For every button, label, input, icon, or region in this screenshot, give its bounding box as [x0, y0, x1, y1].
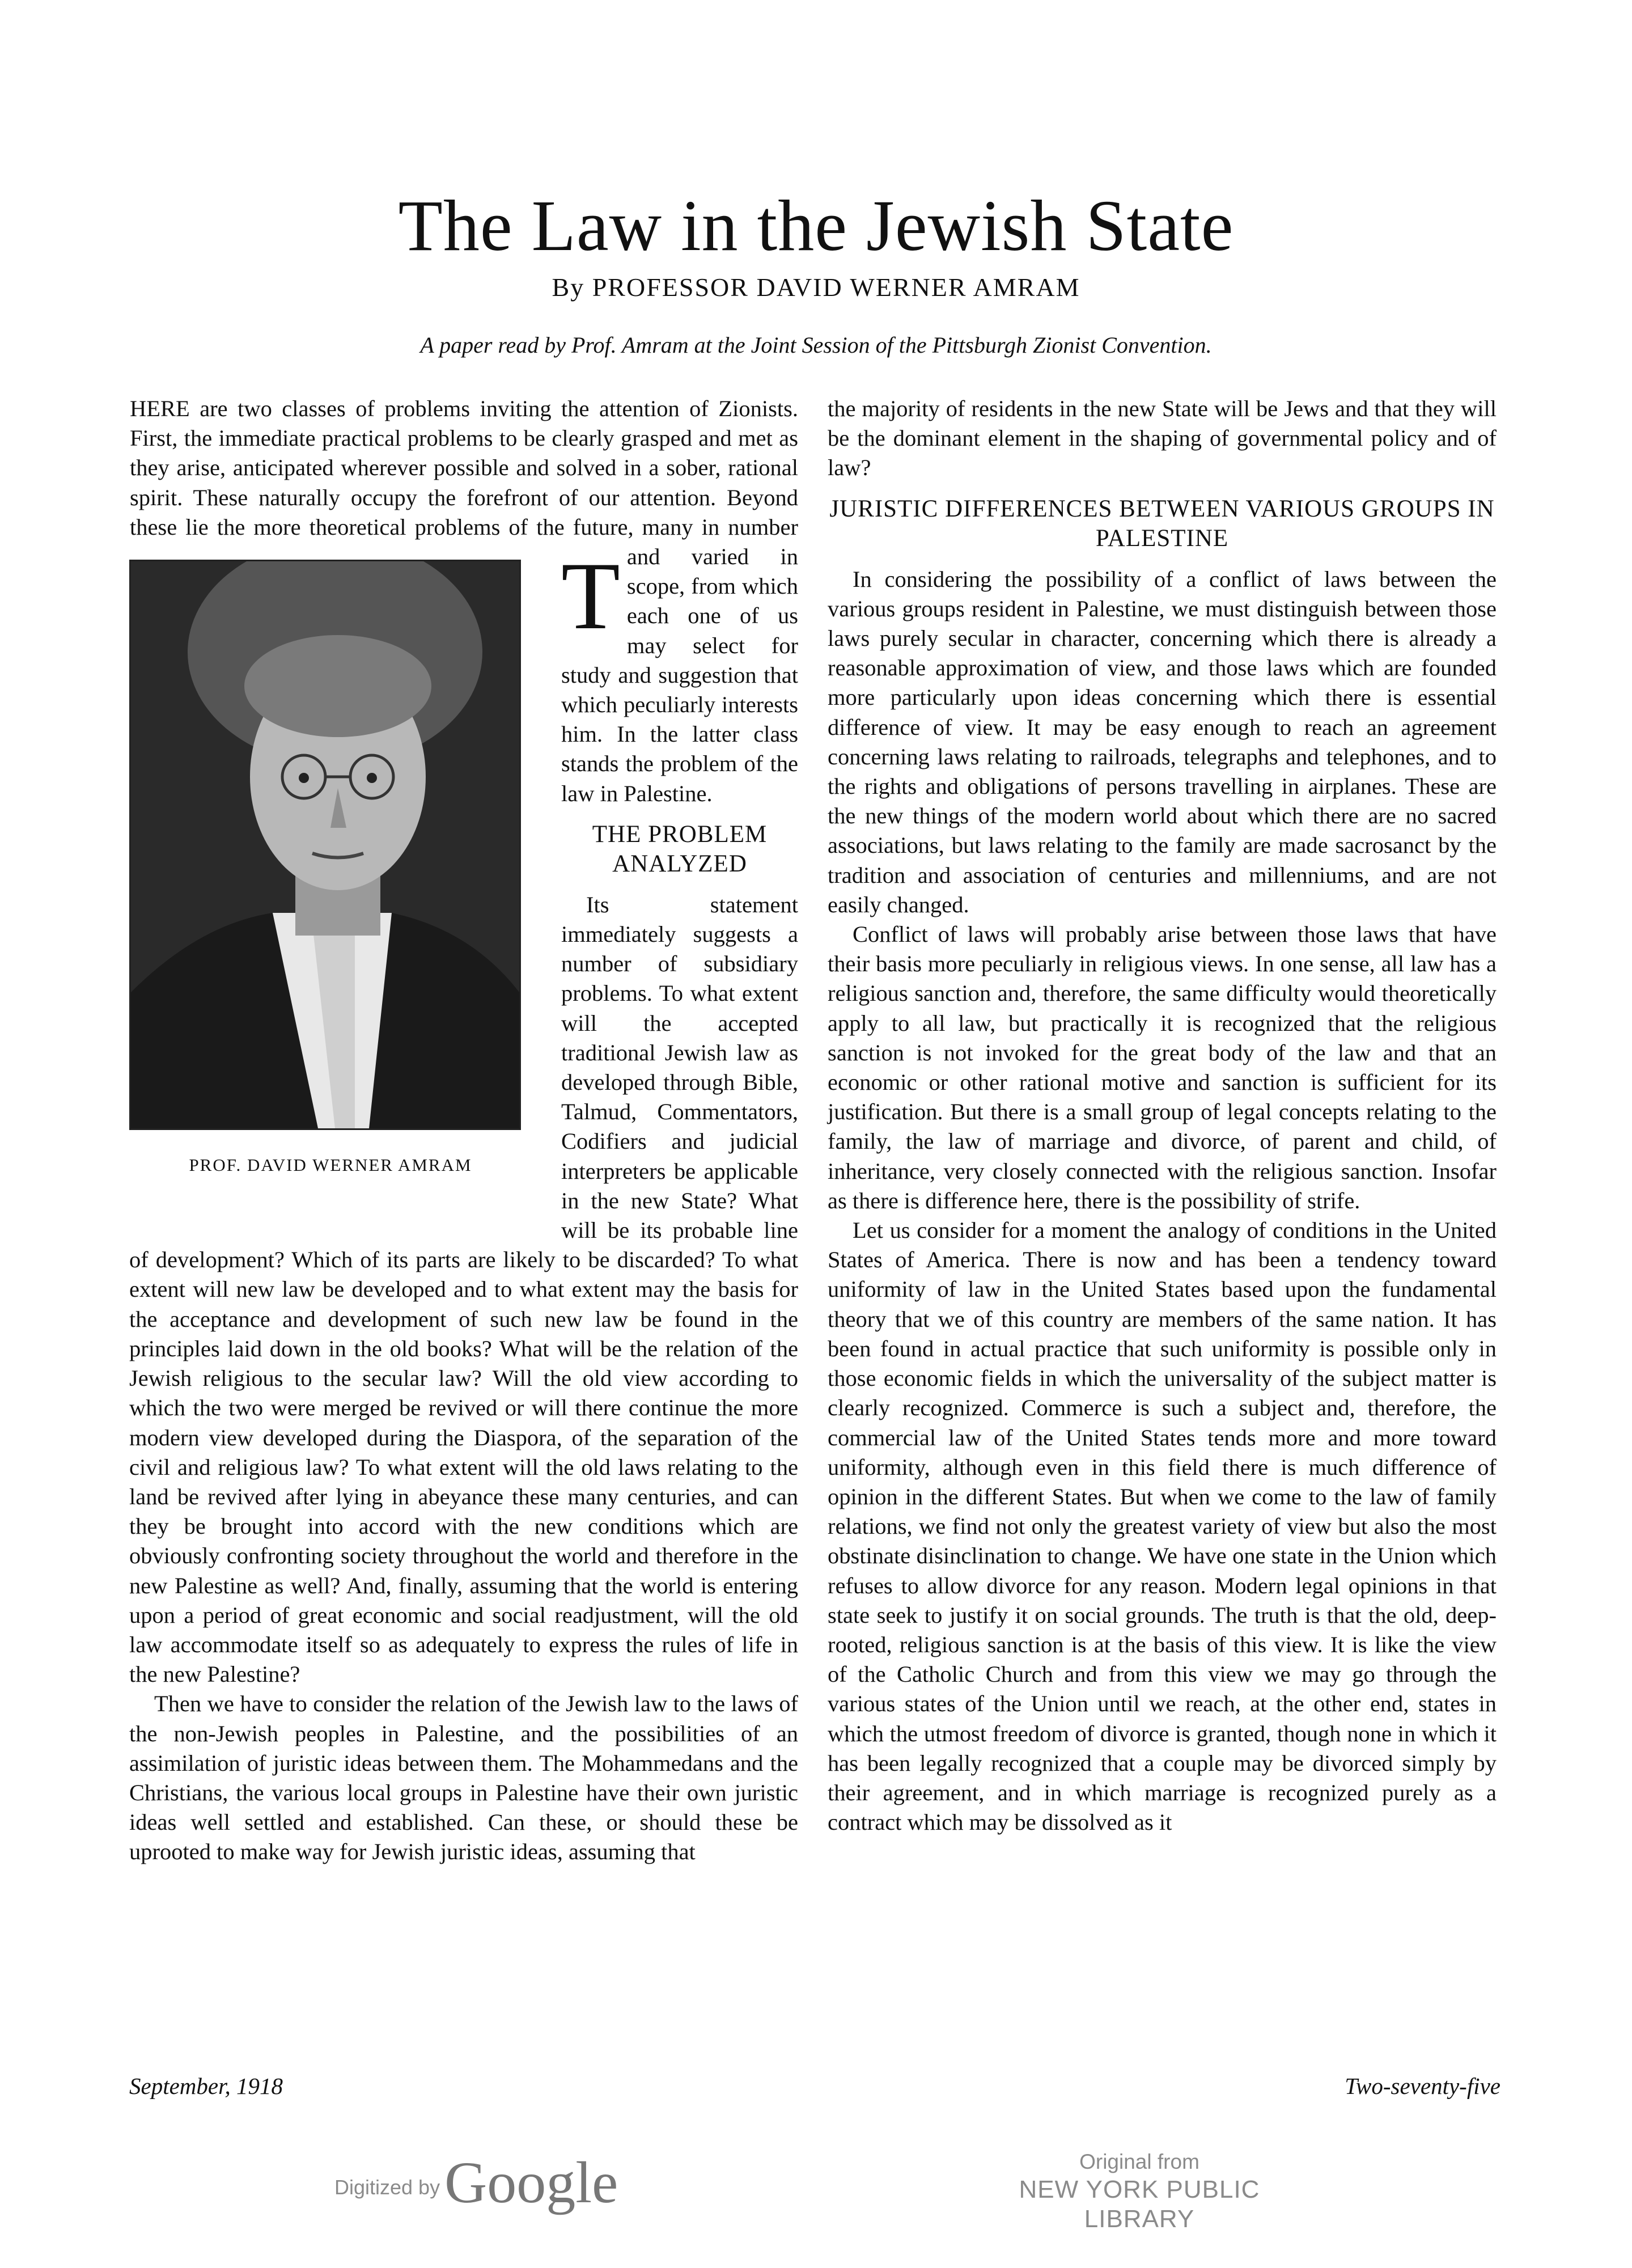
- article-title: The Law in the Jewish State: [398, 185, 1234, 266]
- author-portrait: [129, 560, 521, 1130]
- digitized-by-label: Digitized by: [334, 2176, 440, 2199]
- footer-page-number: Two-seventy-five: [1345, 2073, 1500, 2099]
- right-paragraph-0: the majority of residents in the new State will be Jews and that they will be the dominant element in the shaping of governmental policy and of law?: [828, 396, 1497, 481]
- google-logo: Google: [444, 2150, 618, 2215]
- right-paragraph-2: Conflict of laws will probably arise between those laws that have their basis more peculiarly in religious views. In one sense, all law has a religious sanction and, therefore, the same difficulty would theoretically apply to all law, but practically it is recognized that the religious sanction is not invoked for the great body of the law and that an economic or other rational motive and sanction is sufficient for its justification. But there is a small group of legal concepts relating to the family, the law of marriage and divorce, of parent and child, of inheritance, very closely connected with the religious sanction. Insofar as there is difference here, there is the possibility of strife.: [828, 921, 1497, 1213]
- article-note: A paper read by Prof. Amram at the Joint Session of the Pittsburgh Zionist Convention.: [420, 332, 1212, 358]
- right-column: [828, 394, 1497, 1837]
- photo-caption: PROF. DAVID WERNER AMRAM: [189, 1155, 472, 1175]
- original-from-label: Original from: [1079, 2150, 1199, 2173]
- drop-cap: T: [561, 543, 620, 649]
- right-paragraph-3: Let us consider for a moment the analogy of conditions in the United States of America. There is now and has been a tendency toward uniformity of law in the United States based upon the fundamental theory that we of this country are members of the same nation. It has been found in actual practice that such uniformity is possible only in those economic fields in which the universality of the subject matter is clearly recognized. Commerce is such a subject and, therefore, the commercial law of the United States tends more and more toward uniformity, although even in this field there is much difference of opinion in the different States. But when we come to the law of family relations, we find not only the greatest variety of view but also the most obstinate disinclination to change. We have one state in the Union which refuses to allow divorce for any reason. Modern legal opinions in that state seek to justify it on social grounds. The truth is that the old, deep-rooted, religious sanction is at the basis of this view. It is like the view of the Catholic Church and from this view we may go through the various states of the Union until we reach, at the other end, states in which the utmost freedom of divorce is granted, though none in which it has been legally recognized that a couple may be divorced simply by their agreement, and in which marriage is recognized purely as a contract which may be dissolved as it: [828, 1217, 1497, 1835]
- left-column: [129, 394, 798, 1867]
- library-watermark: [981, 2149, 1298, 2234]
- author-photo-block: [129, 553, 532, 1216]
- article-byline: By PROFESSOR DAVID WERNER AMRAM: [552, 273, 1080, 302]
- library-name: NEW YORK PUBLIC LIBRARY: [1019, 2176, 1260, 2233]
- section-heading-problem-analyzed: THE PROBLEM ANALYZED: [592, 820, 768, 877]
- portrait-illustration: [131, 561, 519, 1128]
- left-paragraph-1: T HERE are two classes of problems inviting the attention of Zionists. First, the immediate practical problems to be clearly grasped and met as they arise, anticipated wherever possible and solved in a sober, rational spirit. These naturally occupy the forefront of our attention. Beyond these lie the more theoretical problems of the future, many in number and varied in scope, from which each one of us may select for study and suggestion that which peculiarly interests him. In the latter class stands the problem of the law in Palestine.: [130, 396, 798, 806]
- footer-date: September, 1918: [129, 2073, 283, 2099]
- left-paragraph-3: Then we have to consider the relation of the Jewish law to the laws of the non-Jewish peoples in Palestine, and the possibilities of an assimilation of juristic ideas between them. The Mohammedans and the Christians, the various local groups in Palestine have their own juristic ideas well settled and established. Can these, or should these be uprooted to make way for Jewish juristic ideas, assuming that: [129, 1691, 798, 1865]
- section-heading-juristic-differences: JURISTIC DIFFERENCES BETWEEN VARIOUS GROUPS IN PALESTINE: [829, 495, 1495, 552]
- left-paragraph-2: Its statement immediately suggests a number of subsidiary problems. To what extent will the accepted traditional Jewish law as developed through Bible, Talmud, Commentators, Codifiers and judicial interpreters be applicable in the new State? What will be its probable line of development? Which of its parts are likely to be discarded? To what extent will new law be developed and to what extent may the basis for the acceptance and development of such new law be found in the principles laid down in the old books? What will be the relation of the Jewish religious to the secular law? Will the old view according to which the two were merged be revived or will there continue the more modern view developed during the Diaspora, of the separation of the civil and religious law? To what extent will the old laws relating to the land be revived after lying in abeyance these many centuries, and can they be brought into accord with the new conditions which are obviously confronting society throughout the world and therefore in the new Palestine as well? And, finally, assuming that the world is entering upon a period of great economic and social readjustment, will the old law accommodate itself so as adequately to express the rules of life in the new Palestine?: [129, 891, 798, 1687]
- right-paragraph-1: In considering the possibility of a conflict of laws between the various groups resident in Palestine, we must distinguish between those laws purely secular in character, concerning which there is already a reasonable approximation of view, and those laws which are founded more particularly upon ideas concerning which there is essential difference of view. It may be easy enough to reach an agreement concerning laws relating to railroads, telegraphs and telephones, and to the rights and obligations of persons travelling in airplanes. These are the new things of the modern world about which there are no sacred associations, but laws relating to the family are made sacrosanct by the tradition and association of centuries and millenniums, and are not easily changed.: [828, 566, 1497, 917]
- digitized-by-watermark: [334, 2149, 618, 2216]
